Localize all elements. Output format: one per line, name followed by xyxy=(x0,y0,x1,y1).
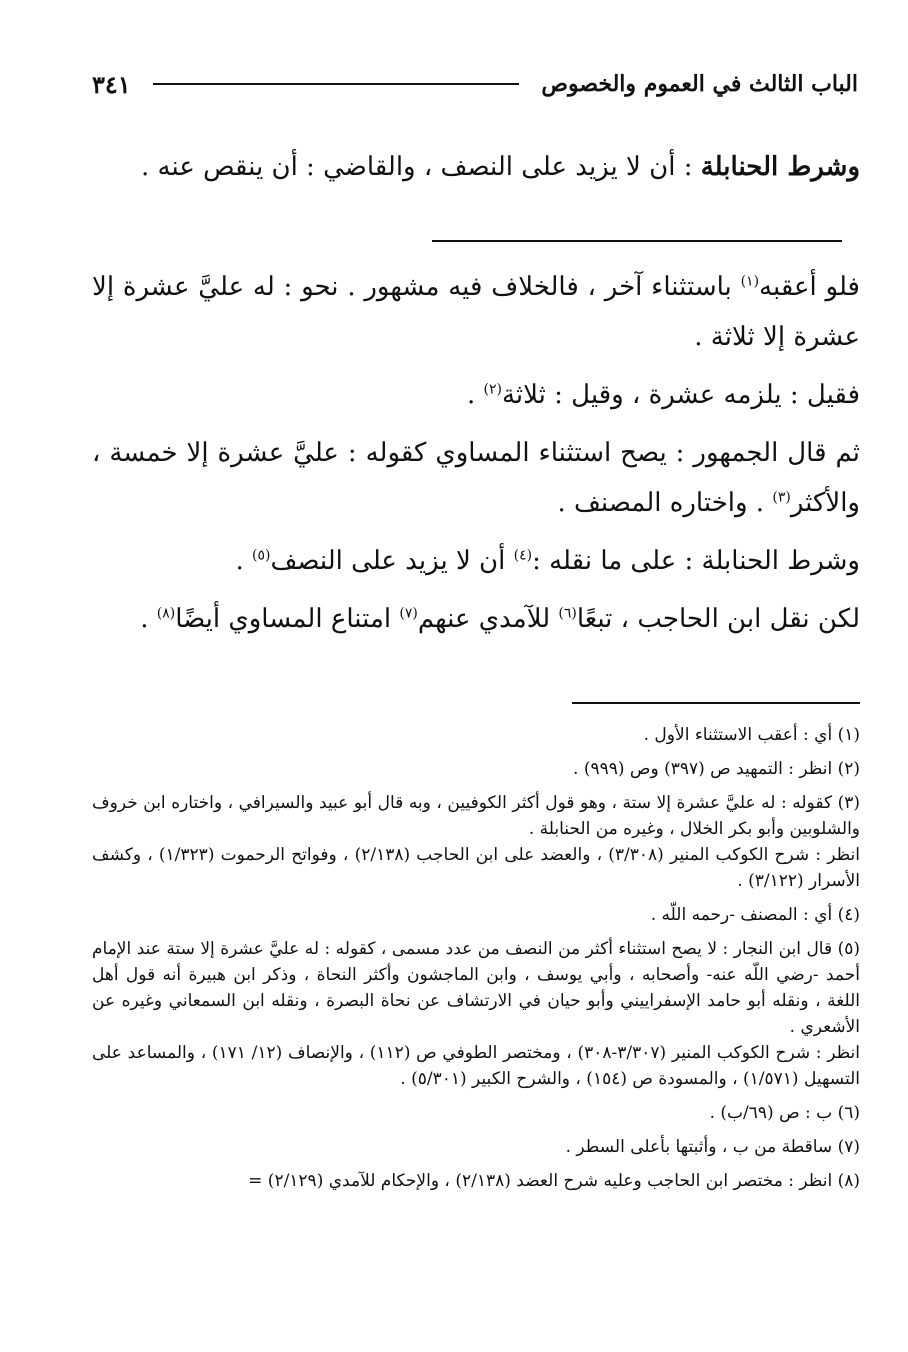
paragraph-hanabila-condition xyxy=(92,142,860,192)
footnote-5-refs: انظر : شرح الكوكب المنير (٣/٣٠٧-٣٠٨) ، ومختصر الطوفي ص (١١٢) ، والإنصاف (١٢/ ١٧١) ، والمساعد على التسهيل (١/٥٧١) ، والمسودة ص (١٥٤) ، والشرح الكبير (٥/٣٠١) . xyxy=(92,1043,860,1089)
footnote-ref-6[interactable]: (٦) xyxy=(558,605,577,622)
section-rule xyxy=(432,240,842,242)
footnote-4: (٤) أي : المصنف -رحمه اللّه . xyxy=(650,905,860,925)
running-title: الباب الثالث في العموم والخصوص xyxy=(541,71,858,97)
footnote-ref-3[interactable]: (٣) xyxy=(772,489,791,506)
footnote-3: (٣) كقوله : له عليَّ عشرة إلا ستة ، وهو قول أكثر الكوفيين ، وبه قال أبو عبيد والسيرافي ، واختاره ابن خروف والشلوبين وأبو بكر الخلال ، وغيره من الحنابلة . xyxy=(92,793,860,839)
paragraph-5: لكن نقل ابن الحاجب ، تبعًا$^{(٦)}$ للآمدي عنهم$^{(٧)}$ امتناع المساوي أيضًا$^{(٨)}$ . xyxy=(140,604,860,634)
paragraph-3: ثم قال الجمهور : يصح استثناء المساوي كقوله : عليَّ عشرة إلا خمسة ، والأكثر$^{(٣)}$ . واختاره المصنف . xyxy=(92,438,860,518)
paragraph-text: : أن لا يزيد على النصف ، والقاضي : أن ينقص عنه . xyxy=(141,152,701,182)
top-paragraph xyxy=(92,142,860,192)
footnote-ref-5[interactable]: (٥) xyxy=(251,547,271,564)
footnote-3-refs: انظر : شرح الكوكب المنير (٣/٣٠٨) ، والعضد على ابن الحاجب (٢/١٣٨) ، وفواتح الرحموت (١/٣٢٣) ، وكشف الأسرار (٣/١٢٢) . xyxy=(92,845,861,891)
footnote-5: (٥) قال ابن النجار : لا يصح استثناء أكثر من النصف من عدد مسمى ، كقوله : له عليَّ عشرة إلا ستة عند الإمام أحمد -رضي اللّه عنه- وأصحابه ، وأبي يوسف ، وابن الماجشون وأكثر النحاة ، وذكر ابن هبيرة أنه قول أهل اللغة ، ونقله أبو حامد الإسفراييني وأبو حيان في الارتشاف عن نحاة البصرة ، ونقله ابن السمعاني وغيره عن الأشعري . xyxy=(92,939,860,1037)
footnote-2: (٢) انظر : التمهيد ص (٣٩٧) وص (٩٩٩) . xyxy=(573,759,860,779)
footnote-ref-1[interactable]: (١) xyxy=(740,273,760,290)
paragraph-2: فقيل : يلزمه عشرة ، وقيل : ثلاثة$^{(٢)}$ . xyxy=(466,380,860,410)
footnote-separator xyxy=(572,702,860,704)
footnote-8: (٨) انظر : مختصر ابن الحاجب وعليه شرح العضد (٢/١٣٨) ، والإحكام للآمدي (٢/١٢٩) = xyxy=(248,1171,860,1191)
footnote-ref-4[interactable]: (٤) xyxy=(513,547,533,564)
footnote-ref-7[interactable]: (٧) xyxy=(399,605,418,622)
footnote-ref-8[interactable]: (٨) xyxy=(156,605,176,622)
paragraph-1: فلو أعقبه$^{(١)}$ باستثناء آخر ، فالخلاف فيه مشهور . نحو : له عليَّ عشرة إلا عشرة إلا ثلاثة . xyxy=(92,272,860,352)
header-rule xyxy=(153,83,520,85)
paragraph-4: وشرط الحنابلة : على ما نقله :$^{(٤)}$ أن لا يزيد على النصف$^{(٥)}$ . xyxy=(235,546,860,576)
footnote-6: (٦) ب : ص (٦٩/ب) . xyxy=(709,1103,860,1123)
footnote-ref-2[interactable]: (٢) xyxy=(483,381,502,398)
page-number: ٣٤١ xyxy=(92,69,131,99)
footnotes xyxy=(92,722,860,1194)
footnote-1: (١) أي : أعقب الاستثناء الأول . xyxy=(643,725,860,745)
lead-phrase: وشرط الحنابلة xyxy=(700,152,860,182)
page-header xyxy=(92,64,858,104)
main-text xyxy=(92,262,860,644)
footnote-7: (٧) ساقطة من ب ، وأثبتها بأعلى السطر . xyxy=(565,1137,860,1157)
